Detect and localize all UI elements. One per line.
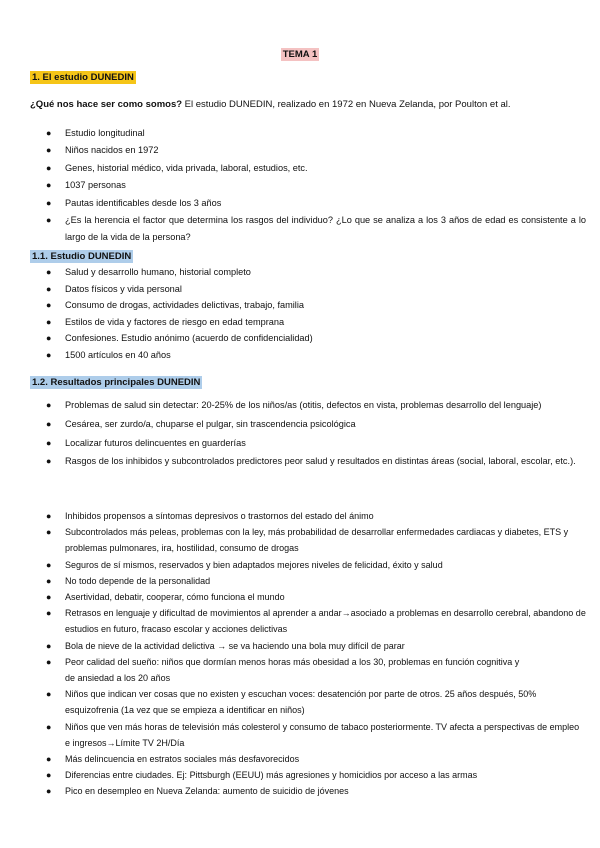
- list-item: ● No todo depende de la personalidad: [46, 573, 586, 589]
- bullet-icon: ●: [46, 527, 52, 538]
- bullet-icon: ●: [46, 349, 52, 360]
- bullet-icon: ●: [46, 511, 52, 521]
- bullet-icon: ●: [46, 456, 52, 467]
- section-heading-3: 1.2. Resultados principales DUNEDIN: [32, 377, 201, 388]
- list-item: ● Salud y desarrollo humano, historial completo: [46, 264, 586, 281]
- bullet-icon: ●: [46, 608, 52, 619]
- bullet-icon: ●: [46, 162, 52, 173]
- section1-list: [46, 125, 586, 247]
- list-item: ● Confesiones. Estudio anónimo (acuerdo de confidencialidad): [46, 330, 586, 347]
- section2-list: [46, 264, 586, 364]
- list-item: ● Diferencias entre ciudades. Ej: Pittsburgh (EEUU) más agresiones y homicidios por acceso a las armas: [46, 767, 586, 783]
- list-item: ● Retrasos en lenguaje y dificultad de movimientos al aprender a andar→asociado a problemas en desarrollo cerebral, abandono de estudios en futuro, fracaso escolar y acciones delictivas: [46, 605, 586, 637]
- list-item: ● 1037 personas: [46, 177, 586, 194]
- bullet-icon: ●: [46, 656, 52, 667]
- bullet-icon: ●: [46, 316, 52, 327]
- bullet-icon: ●: [46, 128, 52, 138]
- list-item: ● ¿Es la herencia el factor que determina los rasgos del individuo? ¿Lo que se analiza a los 3 años de edad es consistente a lo largo de la vida de la persona?: [46, 212, 586, 247]
- list-item: ● Bola de nieve de la actividad delictiva → se va haciendo una bola muy difícil de parar: [46, 638, 586, 654]
- section3-list-a: [46, 397, 586, 470]
- bullet-icon: ●: [46, 592, 52, 603]
- list-item: ● Localizar futuros delincuentes en guarderías: [46, 435, 586, 452]
- list-item: ● Niños nacidos en 1972: [46, 142, 586, 159]
- list-item: ● Peor calidad del sueño: niños que dormían menos horas más obesidad a los 30, problemas en función cognitiva y de ansiedad a los 20 años: [46, 654, 586, 686]
- bullet-icon: ●: [46, 437, 52, 448]
- title-wrap: [0, 44, 600, 62]
- bullet-icon: ●: [46, 400, 52, 410]
- bullet-icon: ●: [46, 786, 52, 797]
- list-item: ● Genes, historial médico, vida privada, laboral, estudios, etc.: [46, 160, 586, 177]
- section-heading-2: 1.1. Estudio DUNEDIN: [32, 251, 132, 262]
- bullet-icon: ●: [46, 559, 52, 570]
- list-item: ● Pico en desempleo en Nueva Zelanda: aumento de suicidio de jóvenes: [46, 783, 586, 799]
- list-item: ● Asertividad, debatir, cooperar, cómo funciona el mundo: [46, 589, 586, 605]
- bullet-icon: ●: [46, 770, 52, 781]
- bullet-icon: ●: [46, 283, 52, 294]
- bullet-icon: ●: [46, 145, 52, 156]
- section-heading-1: 1. El estudio DUNEDIN: [32, 72, 134, 83]
- list-item: ● Seguros de sí mismos, reservados y bien adaptados mejores niveles de felicidad, éxito y salud: [46, 557, 586, 573]
- list-item: ● Rasgos de los inhibidos y subcontrolados predictores peor salud y resultados en distintas áreas (social, laboral, escolar, etc.).: [46, 453, 586, 470]
- list-item: ● Datos físicos y vida personal: [46, 281, 586, 298]
- bullet-icon: ●: [46, 575, 52, 586]
- bullet-icon: ●: [46, 180, 52, 191]
- bullet-icon: ●: [46, 689, 52, 700]
- list-item: ● Consumo de drogas, actividades delictivas, trabajo, familia: [46, 297, 586, 314]
- bullet-icon: ●: [46, 754, 52, 765]
- list-item: ● Subcontrolados más peleas, problemas con la ley, más probabilidad de desarrollar enfermedades cardiacas y diabetes, ETS y problemas pulmonares, ira, hostilidad, consumo de drogas: [46, 524, 586, 556]
- intro-paragraph: [30, 99, 511, 110]
- bullet-icon: ●: [46, 197, 52, 208]
- list-item: ● Problemas de salud sin detectar: 20-25% de los niños/as (otitis, defectos en vista, problemas desarrollo del lenguaje): [46, 397, 586, 414]
- bullet-icon: ●: [46, 640, 52, 651]
- list-item: ● Inhibidos propensos a síntomas depresivos o trastornos del estado del ánimo: [46, 508, 586, 524]
- section3-list-b: [46, 508, 586, 800]
- list-item: ● Estilos de vida y factores de riesgo en edad temprana: [46, 314, 586, 331]
- list-item: ● Niños que ven más horas de televisión más colesterol y consumo de tabaco posteriormente. TV afecta a perspectivas de empleo e ingresos→Límite TV 2H/Día: [46, 719, 586, 751]
- list-item: ● 1500 artículos en 40 años: [46, 347, 586, 364]
- bullet-icon: ●: [46, 721, 52, 732]
- bullet-icon: ●: [46, 267, 52, 277]
- bullet-icon: ●: [46, 333, 52, 344]
- bullet-icon: ●: [46, 418, 52, 429]
- list-item: ● Pautas identificables desde los 3 años: [46, 195, 586, 212]
- list-item: ● Más delincuencia en estratos sociales más desfavorecidos: [46, 751, 586, 767]
- list-item: ● Estudio longitudinal: [46, 125, 586, 142]
- bullet-icon: ●: [46, 300, 52, 311]
- document-title: TEMA 1: [282, 49, 318, 60]
- list-item: ● Cesárea, ser zurdo/a, chuparse el pulgar, sin trascendencia psicológica: [46, 416, 586, 433]
- list-item: ● Niños que indican ver cosas que no existen y escuchan voces: desatención por parte de otros. 25 años después, 50% esquizofrenia (1a vez que se empieza a identificar en niños): [46, 686, 586, 718]
- bullet-icon: ●: [46, 215, 52, 226]
- intro-question: ¿Qué nos hace ser como somos?: [30, 99, 183, 110]
- intro-text: El estudio DUNEDIN, realizado en 1972 en Nueva Zelanda, por Poulton et al.: [182, 99, 511, 110]
